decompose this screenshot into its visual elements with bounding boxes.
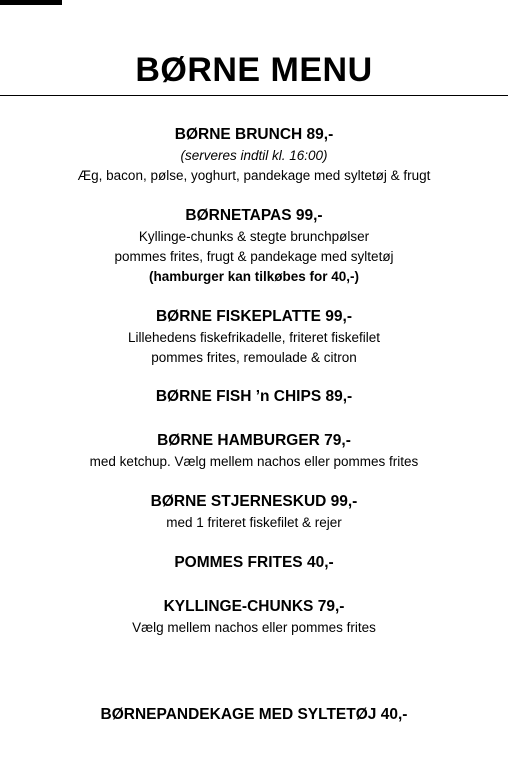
menu-item-bornetapas (0, 205, 508, 287)
menu-item-borne-stjerneskud (0, 491, 508, 533)
top-edge-mark (0, 0, 62, 5)
item-description: Lillehedens fiskefrikadelle, friteret fiskefilet (127, 330, 381, 345)
menu-item-borne-hamburger (0, 430, 508, 472)
item-name: BØRNE STJERNESKUD 99,- (150, 493, 358, 510)
item-name: BØRNE HAMBURGER 79,- (157, 432, 351, 449)
menu-item-bornepandekage (0, 704, 508, 726)
item-name: BØRNE FISH ’n CHIPS 89,- (155, 388, 353, 405)
item-name: BØRNE BRUNCH 89,- (174, 126, 334, 143)
item-note: (serveres indtil kl. 16:00) (180, 148, 328, 163)
item-description: Kyllinge-chunks & stegte brunchpølser (138, 229, 370, 244)
menu-item-kyllinge-chunks (0, 596, 508, 638)
item-description: pommes frites, remoulade & citron (151, 350, 357, 365)
item-description: med ketchup. Vælg mellem nachos eller pommes frites (89, 454, 419, 469)
item-name: BØRNEPANDEKAGE MED SYLTETØJ 40,- (100, 706, 408, 723)
menu-item-borne-fish-n-chips (0, 386, 508, 408)
item-description: pommes frites, frugt & pandekage med syltetøj (114, 249, 394, 264)
menu-title: BØRNE MENU (135, 51, 373, 89)
item-name: POMMES FRITES 40,- (174, 554, 334, 571)
menu-item-borne-fiskeplatte (0, 306, 508, 368)
item-description: med 1 friteret fiskefilet & rejer (166, 515, 342, 530)
menu-item-pommes-frites (0, 552, 508, 574)
item-extra: (hamburger kan tilkøbes for 40,-) (148, 269, 360, 284)
title-divider (0, 95, 508, 96)
item-name: BØRNETAPAS 99,- (185, 207, 323, 224)
item-description: Æg, bacon, pølse, yoghurt, pandekage med syltetøj & frugt (77, 168, 431, 183)
item-name: BØRNE FISKEPLATTE 99,- (155, 308, 353, 325)
item-description: Vælg mellem nachos eller pommes frites (132, 620, 376, 635)
menu-item-borne-brunch (0, 124, 508, 186)
item-name: KYLLINGE-CHUNKS 79,- (163, 598, 345, 615)
